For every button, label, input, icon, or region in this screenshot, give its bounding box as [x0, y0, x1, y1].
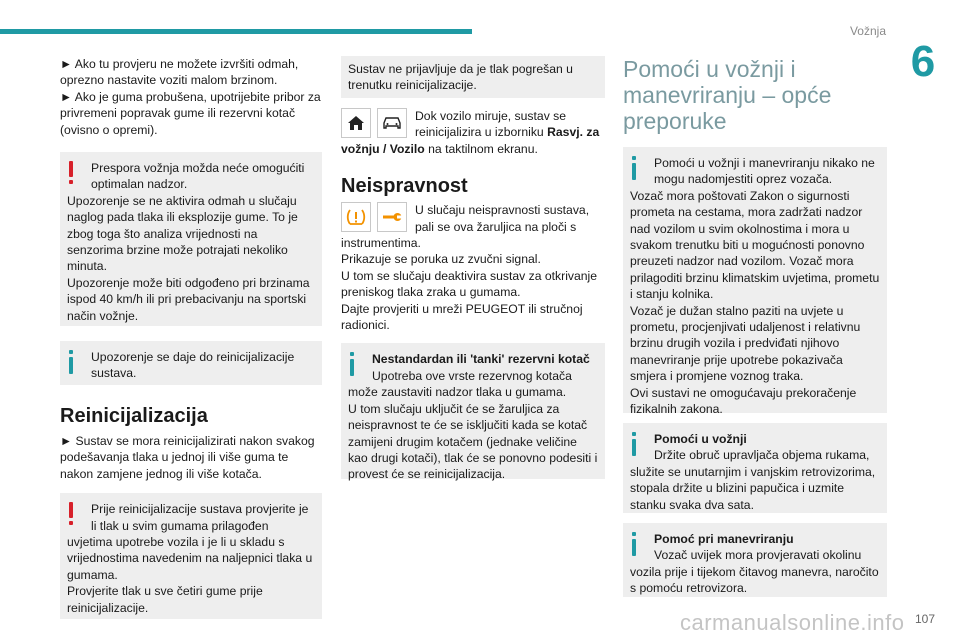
info-box-1 — [60, 341, 322, 385]
intro-line-2: ► Ako je guma probušena, upotrijebite pribor za privremeni popravak gume ili rezervni kotač (ovisno o opremi). — [60, 89, 321, 137]
warning-2-first: Prije reinicijalizacije sustava provjerite je li tlak u svim gumama prilagođen — [91, 502, 309, 533]
assist-general-first: Pomoći u vožnji i manevriranju nikako ne mogu nadomjestiti oprez vozača. — [654, 156, 875, 187]
warning-icon — [68, 502, 74, 526]
info-box-manoeuvring — [623, 523, 887, 597]
assist-general-rest: Vozač mora poštovati Zakon o sigurnosti prometa na cestama, mora zadržati nadzor nad vozilom u svim okolnostima i mora u svakom trenutku biti u mogućnosti ponovno preuzeti nadzor nad vozilom. Vozač mora prilagoditi brzinu klimatskim uvjetima, prometu i stanju kolnika. Vozač je dužan stalno paziti na uvjete u prometu, procjenjivati udaljenost i relativnu brzinu drugih vozila i predviđati njihovo manevriranje prije upotrebe pokazivača smjera i promjene voznog traka. Ovi sustavi ne omogućavaju prekoračenje fizikalnih zakona. — [630, 188, 880, 417]
stationary-block — [341, 108, 605, 157]
column-1 — [60, 56, 322, 619]
info-1-text: Upozorenje se daje do reinicijalizacije sustava. — [91, 350, 295, 381]
tyre-warning-icon — [341, 202, 371, 232]
page-number: 107 — [915, 612, 936, 626]
car-icon — [377, 108, 407, 138]
warning-box-2 — [60, 493, 322, 619]
manoeuvring-rest: vozila prije i tijekom čitavog manevra, naročito s pomoću retrovizora. — [630, 564, 879, 596]
warning-2-rest: uvjetima upotrebe vozila i je li u skladu s vrijednostima navedenim na naljepnici tlaka u gumama. Provjerite tlak u sve četiri gume prije reinicijalizacije. — [67, 535, 313, 615]
stationary-menu-path: Rasvj. za vožnju / Vozilo — [341, 125, 600, 156]
spare-wheel-title — [348, 351, 598, 367]
chapter-number: 6 — [910, 37, 936, 86]
warning-icon — [68, 161, 74, 185]
top-accent-bar — [0, 29, 472, 34]
manoeuvring-title-text: Pomoć pri manevriranju — [654, 532, 794, 546]
fault-text: U slučaju neispravnosti sustava, pali se ova žaruljica na ploči s instrumentima. Prikazuje se poruka uz zvučni signal. U tom se slučaju deaktivira sustav za otkrivanje preniskog tlaka zraka u gumama. Dajte provjeriti u mreži PEUGEOT ili stručnoj radionici. — [341, 203, 598, 333]
driving-aids-first: Držite obruč upravljača objema rukama, — [654, 448, 870, 463]
note-box-top — [341, 56, 605, 98]
heading-reinicijalizacija: Reinicijalizacija — [60, 405, 208, 428]
spare-wheel-first: Upotreba ove vrste rezervnog kotača — [372, 368, 572, 383]
intro-line-1: ► Ako tu provjeru ne možete izvršiti odmah, oprezno nastavite voziti malom brzinom. — [60, 57, 299, 88]
info-icon — [68, 350, 74, 374]
driving-aids-title-text: Pomoći u vožnji — [654, 432, 747, 446]
fault-block — [341, 202, 605, 333]
column-2 — [341, 56, 605, 482]
stationary-text-a: Dok vozilo miruje, sustav se reinicijalizira u izborniku — [415, 109, 567, 140]
spare-wheel-rest: može zaustaviti nadzor tlaka u gumama. U tom slučaju uključit će se žaruljica za neispravnost te će se isključiti kada se kotač zamijeni drugim kotačem (jednake veličine kao drugi kotači), tlak će se ponovno podesiti i provest će se reinicijalizacija. — [348, 385, 598, 482]
info-icon — [349, 352, 355, 376]
home-icon — [341, 108, 371, 138]
wrench-icon — [377, 202, 407, 232]
info-box-assist-general — [623, 147, 887, 417]
warning-1-rest: Upozorenje se ne aktivira odmah u slučaju naglog pada tlaka ili eksplozije gume. To je zbog toga što analiza vrijednosti na senzorima brzine može potrajati nekoliko minuta. Upozorenje može biti odgođeno pri brzinama ispod 40 km/h ili pri prebacivanju na sportski način vožnje. — [67, 193, 310, 323]
stationary-text-b: na taktilnom ekranu. — [428, 141, 538, 156]
driving-aids-rest: služite se unutarnjim i vanjskim retrovizorima, stopala držite u blizini papučica i uzmite stanku svaka dva sata. — [630, 464, 876, 512]
info-icon — [631, 432, 637, 456]
info-box-spare-wheel — [341, 343, 605, 482]
watermark: carmanualsonline.info — [680, 610, 905, 635]
manoeuvring-first: Vozač uvijek mora provjeravati okolinu — [654, 548, 862, 563]
heading-neispravnost: Neispravnost — [341, 175, 468, 198]
warning-box-1 — [60, 152, 322, 326]
reset-text: ► Sustav se mora reinicijalizirati nakon svakog podešavanja tlaka u jednoj ili više guma te nakon zamjene jednog ili više kotača. — [60, 434, 315, 481]
info-icon — [631, 532, 637, 556]
section-name: Vožnja — [849, 24, 886, 38]
spare-wheel-title-text: Nestandardan ili 'tanki' rezervni kotač — [372, 352, 590, 367]
column-3 — [623, 56, 887, 597]
note-top-text: Sustav ne prijavljuje da je tlak pogrešan u trenutku reinicijalizacije. — [348, 62, 573, 93]
manoeuvring-title — [630, 531, 880, 547]
heading-assist-general: Pomoći u vožnji i manevriranju – opće preporuke — [623, 56, 832, 134]
driving-aids-title — [630, 431, 880, 447]
warning-1-first: Prespora vožnja možda neće omogućiti optimalan nadzor. — [91, 161, 305, 192]
info-icon — [631, 156, 637, 180]
info-box-driving-aids — [623, 423, 887, 513]
